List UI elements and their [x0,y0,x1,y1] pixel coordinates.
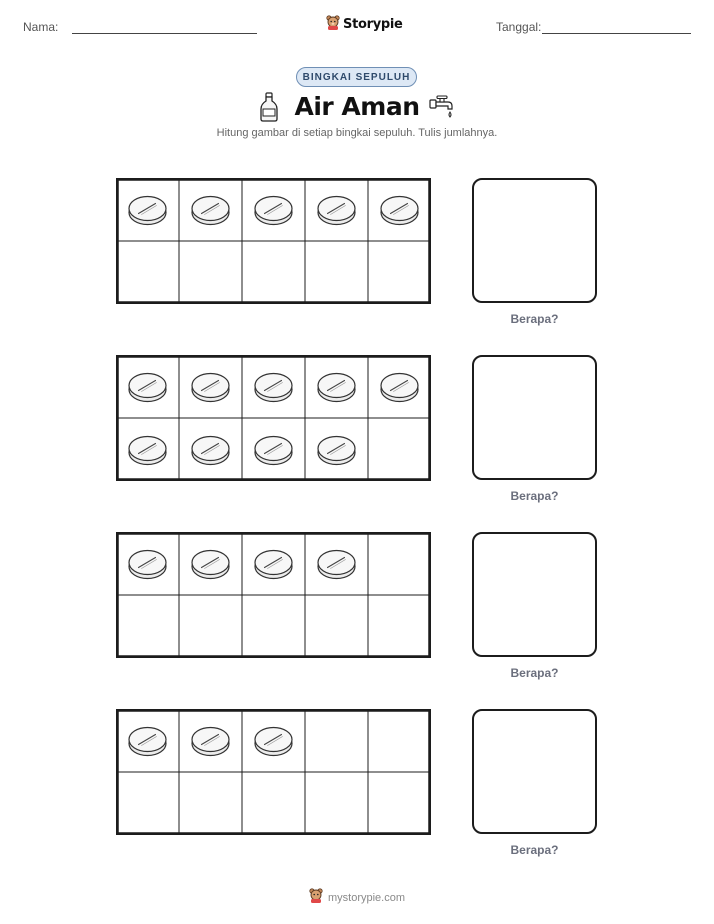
ten-frame [116,709,431,835]
bear-icon [326,14,340,35]
frame-cell [242,772,305,835]
answer-box[interactable] [472,178,597,303]
water-tablet-icon [192,437,229,465]
water-tablet-icon [255,437,292,465]
water-tablet-icon [129,374,166,402]
answer-box[interactable] [472,532,597,657]
water-tablet-icon [129,728,166,756]
footer [0,887,714,908]
water-tablet-icon [255,551,292,579]
frame-cell [305,709,368,772]
ten-frame-grid [116,355,431,481]
water-tablet-icon [192,197,229,225]
frame-cell [179,241,242,304]
answer-prompt: Berapa? [510,666,559,680]
date-line[interactable] [542,33,691,34]
answer-box[interactable] [472,355,597,480]
frame-cell [179,595,242,658]
frame-cell [368,241,431,304]
bear-icon [309,887,323,908]
frame-cell [368,709,431,772]
water-tablet-icon [129,197,166,225]
water-tablet-icon [318,197,355,225]
answer-prompt: Berapa? [510,489,559,503]
water-tablet-icon [192,728,229,756]
brand-name: Storypie [343,17,403,32]
water-tablet-icon [255,374,292,402]
worksheet-badge: BINGKAI SEPULUH [296,67,417,87]
ten-frame-grid [116,178,431,304]
ten-frame-grid [116,532,431,658]
page-title: Air Aman [294,92,420,121]
brand-logo [326,14,403,35]
name-label: Nama: [23,20,59,34]
ten-frame [116,178,431,304]
frame-cell [305,241,368,304]
frame-cell [368,532,431,595]
water-tablet-icon [318,374,355,402]
frame-cell [116,772,179,835]
frame-cell [242,241,305,304]
ten-frame-grid [116,709,431,835]
ten-frame [116,532,431,658]
answer-prompt: Berapa? [510,843,559,857]
water-tablet-icon [192,374,229,402]
water-tablet-icon [192,551,229,579]
instruction-text: Hitung gambar di setiap bingkai sepuluh. Tulis jumlahnya. [216,127,498,139]
water-tablet-icon [381,197,418,225]
frame-cell [116,241,179,304]
answer-prompt: Berapa? [510,312,559,326]
ten-frame [116,355,431,481]
frame-cell [305,772,368,835]
frame-cell [242,595,305,658]
date-label: Tanggal: [496,20,542,34]
water-tablet-icon [318,551,355,579]
water-tablet-icon [129,437,166,465]
frame-cell [368,418,431,481]
water-tablet-icon [255,728,292,756]
answer-box[interactable] [472,709,597,834]
water-tablet-icon [318,437,355,465]
frame-cell [368,772,431,835]
frame-cell [368,595,431,658]
footer-site: mystorypie.com [327,891,406,904]
water-tablet-icon [255,197,292,225]
frame-cell [305,595,368,658]
frame-cell [116,595,179,658]
water-tablet-icon [129,551,166,579]
water-tap-icon [429,94,457,127]
water-tablet-icon [381,374,418,402]
frame-cell [179,772,242,835]
name-line[interactable] [72,33,257,34]
